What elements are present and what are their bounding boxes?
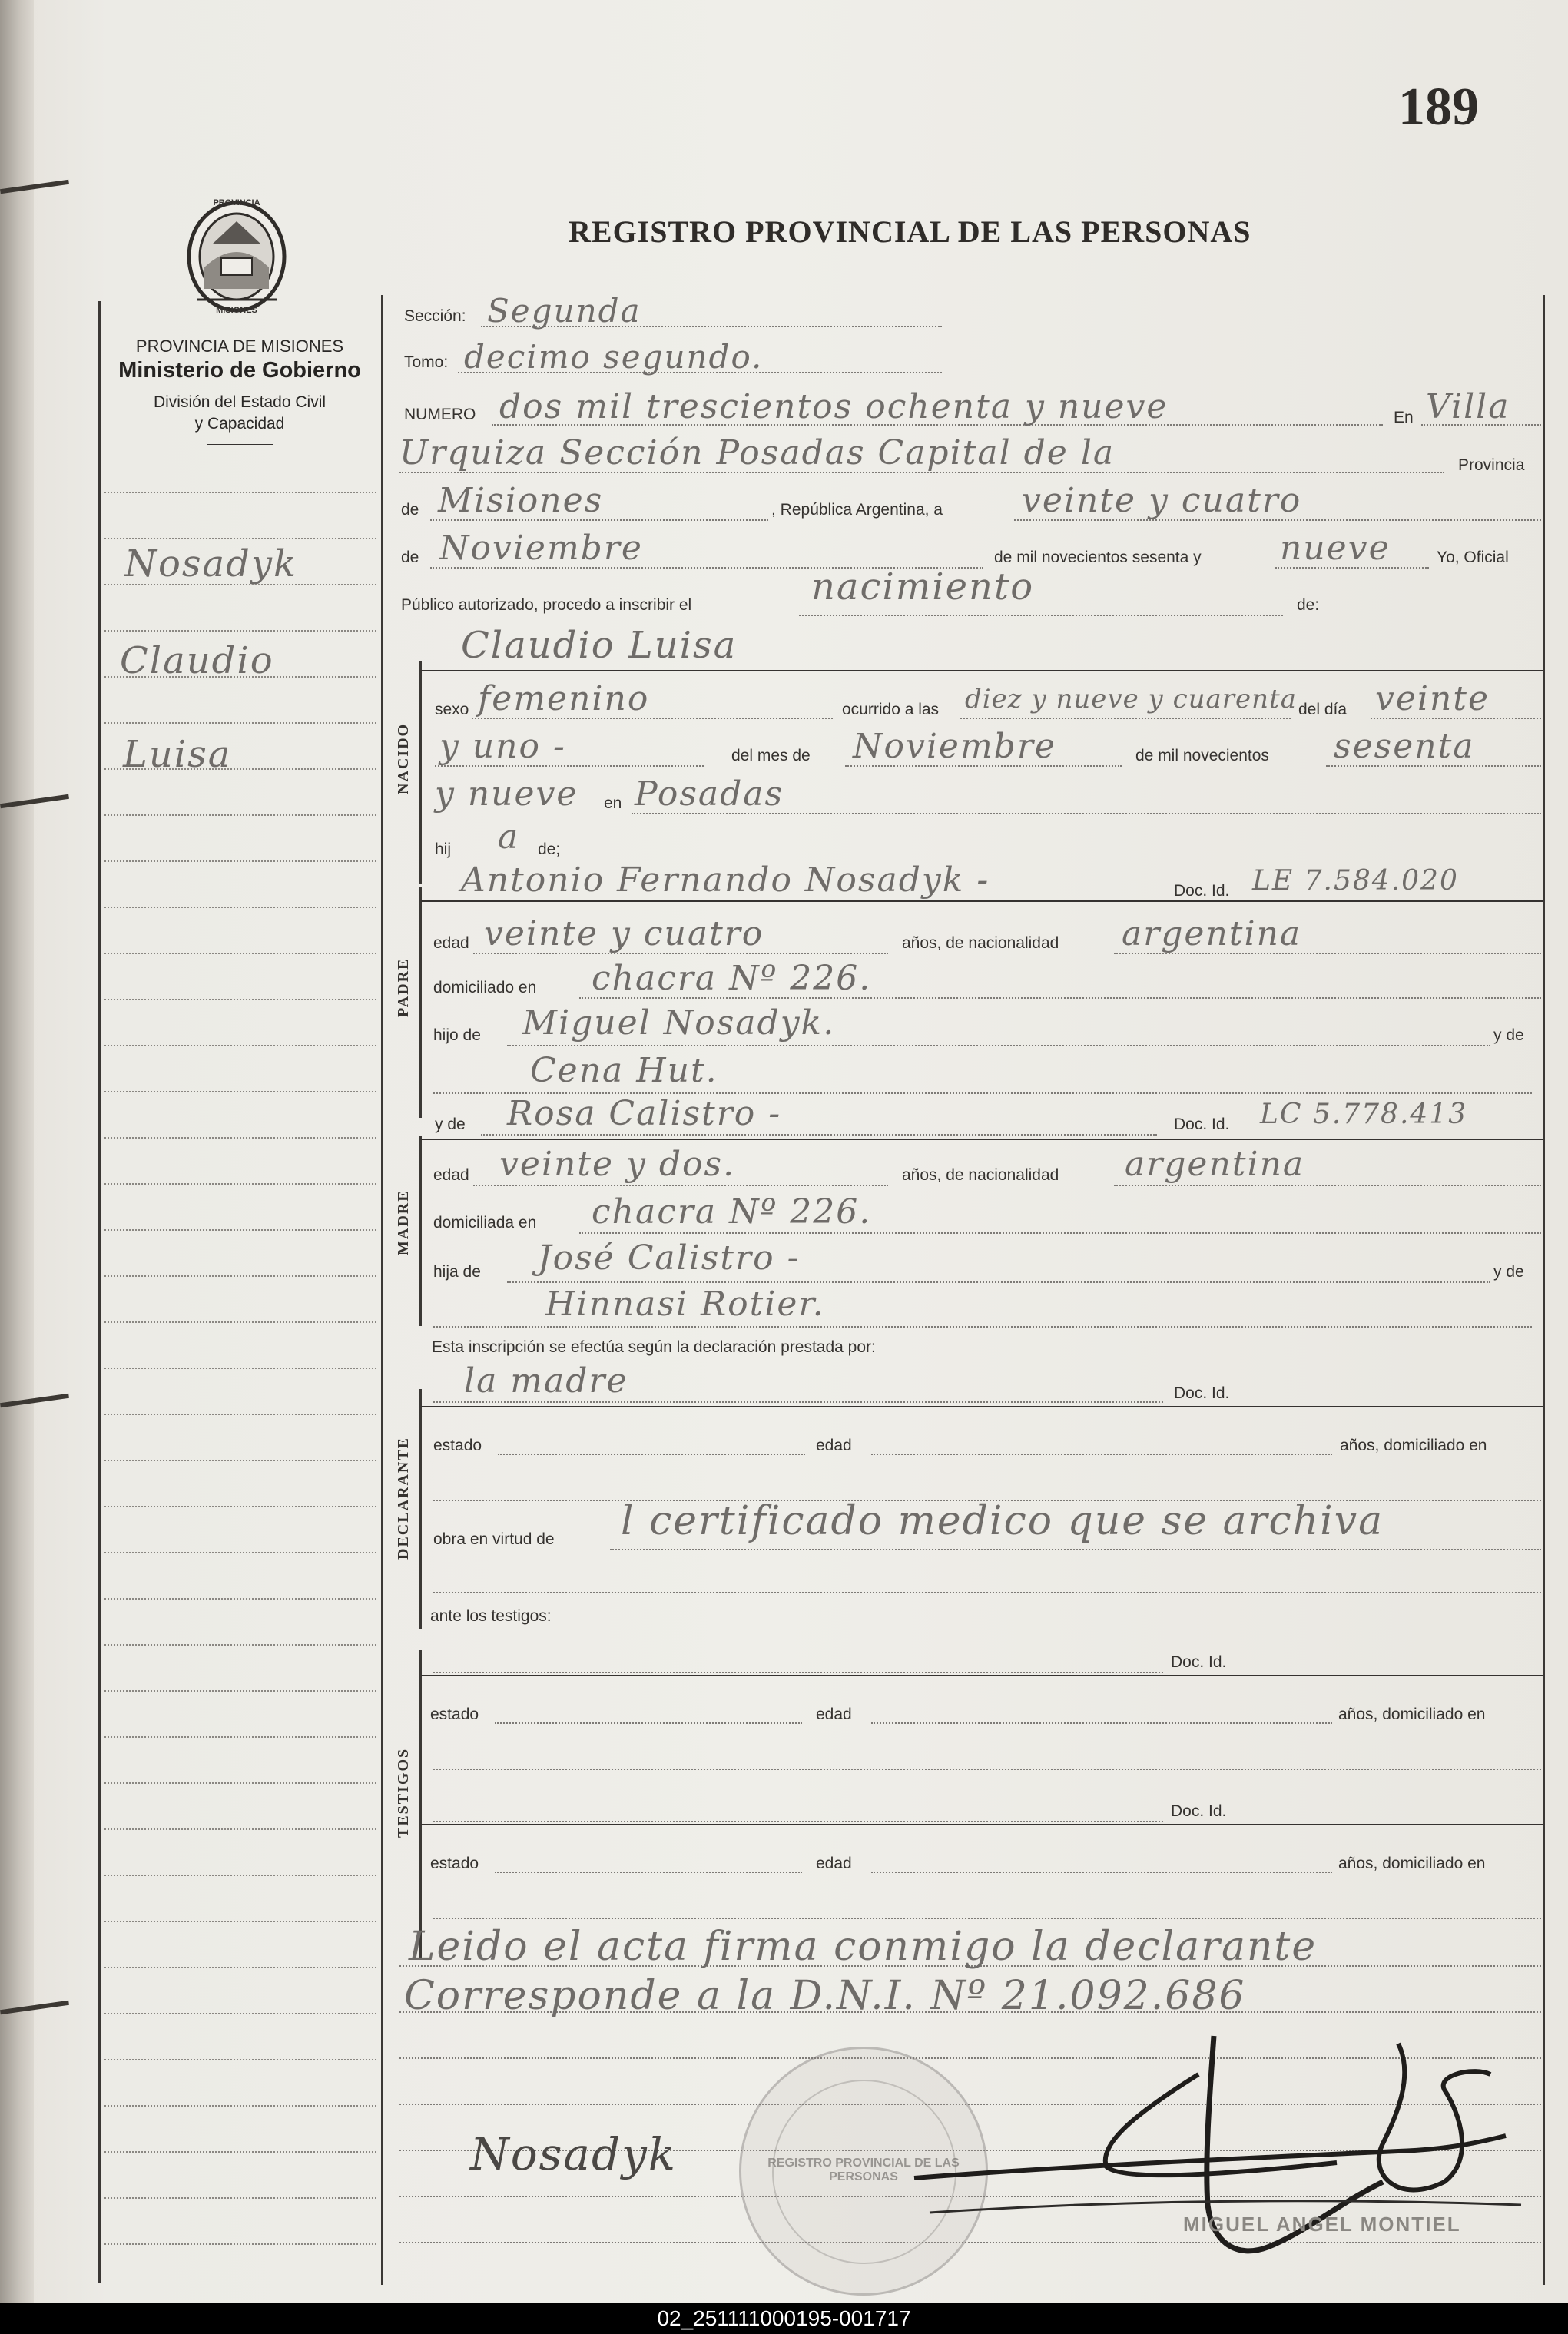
margin-ruled-line xyxy=(104,1828,376,1830)
madre-nacionalidad-line xyxy=(1114,1185,1541,1186)
margin-ruled-line xyxy=(104,1183,376,1185)
padre-doc-label: Doc. Id. xyxy=(1174,882,1230,900)
nacido-name-rule xyxy=(421,670,1543,671)
testigo1-domicilio-label: años, domiciliado en xyxy=(1338,1706,1486,1723)
margin-ruled-line xyxy=(104,999,376,1000)
margin-ruled-line xyxy=(104,1644,376,1646)
declarante-name-line xyxy=(433,1401,1163,1403)
padre-name-rule xyxy=(421,900,1543,902)
margin-ruled-line xyxy=(104,584,376,585)
padre-bracket xyxy=(419,887,422,1118)
hora-value: diez y nueve y cuarenta xyxy=(965,684,1297,714)
oficial-label: Yo, Oficial xyxy=(1437,549,1509,566)
margin-left-border xyxy=(98,301,101,2283)
margin-ruled-line xyxy=(104,1921,376,1922)
nacido-anio-value: sesenta xyxy=(1334,727,1475,766)
page-number: 189 xyxy=(1398,78,1479,137)
margin-ruled-line xyxy=(104,630,376,632)
declarante-signature: Nosadyk xyxy=(470,2128,678,2180)
margin-ruled-line xyxy=(104,492,376,493)
nacido-name: Claudio Luisa xyxy=(461,624,738,667)
madre-yde2-label: y de xyxy=(1493,1263,1524,1281)
testigo2-estado-line xyxy=(495,1872,802,1873)
margin-ruled-line xyxy=(104,1736,376,1738)
crest-bottom-text: MISIONES xyxy=(216,306,257,315)
declarante-estado-label: estado xyxy=(433,1437,482,1454)
margin-ruled-line xyxy=(104,1782,376,1784)
margin-ruled-line xyxy=(104,2151,376,2153)
testigo2-doc-label: Doc. Id. xyxy=(1171,1802,1227,1820)
acto-line xyxy=(799,615,1283,616)
madre-nacionalidad-value: argentina xyxy=(1125,1145,1305,1184)
anio-value: nueve xyxy=(1280,529,1391,568)
madre-hija-label: hija de xyxy=(433,1263,481,1281)
madre-edad-label: edad xyxy=(433,1166,469,1184)
en-lugar-label: en xyxy=(604,794,622,812)
madre-edad-line xyxy=(473,1185,888,1186)
declarante-estado-line xyxy=(498,1454,805,1455)
madre-mother-line xyxy=(433,1326,1532,1328)
hij-label: hij xyxy=(435,840,452,858)
madre-yde-label: y de xyxy=(435,1116,466,1133)
padre-edad-label: edad xyxy=(433,934,469,952)
madre-bracket xyxy=(419,1136,422,1326)
nacido-mes-value: Noviembre xyxy=(853,727,1056,766)
testigo2-domicilio-label: años, domiciliado en xyxy=(1338,1855,1486,1872)
form-left-border xyxy=(381,295,383,2285)
closing-text-2: Corresponde a la D.N.I. Nº 21.092.686 xyxy=(404,1973,1246,2019)
testigos-bracket xyxy=(419,1650,422,1958)
margin-ruled-line xyxy=(104,1229,376,1231)
de-mes-label: de xyxy=(401,549,419,566)
provincia-value: Misiones xyxy=(438,481,604,520)
declarante-domicilio-label: años, domiciliado en xyxy=(1340,1437,1487,1454)
declarante-edad-label: edad xyxy=(816,1437,852,1454)
testigo2-estado-label: estado xyxy=(430,1855,479,1872)
padre-edad-value: veinte y cuatro xyxy=(484,914,764,953)
anio-label: de mil novecientos sesenta y xyxy=(994,549,1202,566)
margin-note-surname: Nosadyk xyxy=(124,542,298,585)
madre-hija-line xyxy=(507,1281,1490,1283)
margin-ruled-line xyxy=(104,1137,376,1139)
declarante-name-rule xyxy=(421,1406,1543,1407)
de-colon-label: de: xyxy=(1297,596,1320,614)
obra-value: l certificado medico que se archiva xyxy=(621,1498,1384,1544)
padre-hijo-label: hijo de xyxy=(433,1026,481,1044)
margin-ruled-line xyxy=(104,814,376,816)
del-dia-label: del día xyxy=(1298,701,1348,718)
obra-label: obra en virtud de xyxy=(433,1530,555,1548)
margin-ruled-line xyxy=(104,1414,376,1415)
tomo-value: decimo segundo. xyxy=(464,338,764,376)
testigo2-name-line xyxy=(433,1821,1163,1822)
testigo1-doc-label: Doc. Id. xyxy=(1171,1653,1227,1671)
testigo1-edad-label: edad xyxy=(816,1706,852,1723)
document-title: REGISTRO PROVINCIAL DE LAS PERSONAS xyxy=(569,214,1251,249)
madre-name-rule xyxy=(421,1139,1543,1140)
declarante-section-label: DECLARANTE xyxy=(395,1436,412,1560)
testigo1-domicilio-line xyxy=(433,1769,1541,1770)
margin-ruled-line xyxy=(104,1045,376,1046)
seccion-label: Sección: xyxy=(404,307,466,325)
testigo2-rule xyxy=(421,1824,1543,1825)
margin-ruled-line xyxy=(104,1368,376,1369)
margin-ruled-line xyxy=(104,860,376,862)
margin-ruled-line xyxy=(104,538,376,539)
obra-line-2 xyxy=(433,1592,1541,1593)
margin-ruled-line xyxy=(104,1875,376,1876)
nacido-section-label: NACIDO xyxy=(395,722,412,794)
madre-edad-value: veinte y dos. xyxy=(499,1145,736,1184)
lugar-value-1: Villa xyxy=(1426,387,1510,426)
madre-section-label: MADRE xyxy=(395,1189,412,1255)
padre-mother-name: Cena Hut. xyxy=(530,1051,718,1090)
declarante-bracket xyxy=(419,1389,422,1629)
institution-underline xyxy=(207,444,273,445)
nacido-bracket xyxy=(419,661,422,884)
madre-nacionalidad-label: años, de nacionalidad xyxy=(902,1166,1059,1184)
book-binding xyxy=(0,0,34,2303)
margin-ruled-line xyxy=(104,953,376,954)
margin-ruled-line xyxy=(104,722,376,724)
padre-section-label: PADRE xyxy=(395,957,412,1017)
nacido-dia-value: veinte xyxy=(1375,679,1490,718)
padre-father-name: Miguel Nosadyk. xyxy=(522,1003,836,1043)
acto-value: nacimiento xyxy=(811,565,1035,608)
dia-value: veinte y cuatro xyxy=(1022,481,1302,520)
testigo1-rule xyxy=(421,1675,1543,1676)
obra-line xyxy=(610,1549,1541,1550)
padre-nacionalidad-value: argentina xyxy=(1122,914,1302,953)
sexo-label: sexo xyxy=(435,701,469,718)
del-mes-label: del mes de xyxy=(731,747,811,764)
margin-ruled-line xyxy=(104,1460,376,1461)
margin-ruled-line xyxy=(104,1091,376,1092)
margin-ruled-line xyxy=(104,2059,376,2060)
testigo1-estado-line xyxy=(495,1722,802,1724)
seccion-value: Segunda xyxy=(487,292,641,330)
numero-label: NUMERO xyxy=(404,406,476,423)
provincial-crest-icon xyxy=(181,198,292,321)
madre-domicilio-line xyxy=(579,1232,1541,1234)
madre-father-name: José Calistro - xyxy=(538,1238,801,1278)
publico-label: Público autorizado, procedo a inscribir el xyxy=(401,596,692,614)
testigos-section-label: TESTIGOS xyxy=(395,1747,412,1838)
stamp-text: REGISTRO PROVINCIAL DE LAS PERSONAS xyxy=(767,2157,960,2183)
lugar-value-2: Urquiza Sección Posadas Capital de la xyxy=(399,433,1116,472)
provincia-label: Provincia xyxy=(1458,456,1525,474)
mes-value: Noviembre xyxy=(439,529,643,568)
padre-domicilio-label: domiciliado en xyxy=(433,979,537,996)
hora-line xyxy=(960,718,1291,719)
margin-ruled-line xyxy=(104,1321,376,1323)
margin-ruled-line xyxy=(104,1275,376,1277)
nacido-lugar-value: Posadas xyxy=(635,774,784,814)
institution-division: División del Estado Civil xyxy=(153,393,327,411)
margin-ruled-line xyxy=(104,768,376,770)
oficial-name-stamp: MIGUEL ANGEL MONTIEL xyxy=(1183,2213,1461,2236)
margin-ruled-line xyxy=(104,1690,376,1692)
margin-ruled-line xyxy=(104,676,376,678)
numero-value: dos mil trescientos ochenta y nueve xyxy=(499,387,1169,426)
crest-top-text: PROVINCIA xyxy=(213,198,260,207)
madre-domicilio-label: domiciliada en xyxy=(433,1214,537,1232)
mil-novecientos-label: de mil novecientos xyxy=(1135,747,1269,764)
nacido-dia-cont: y uno - xyxy=(439,727,566,766)
testigo1-estado-label: estado xyxy=(430,1706,479,1723)
margin-note-first-name: Claudio xyxy=(120,639,274,682)
form-right-border xyxy=(1543,295,1545,2285)
institution-capacity: y Capacidad xyxy=(194,415,285,433)
testigo1-edad-line xyxy=(871,1722,1332,1724)
madre-name: Rosa Calistro - xyxy=(507,1094,782,1133)
declarante-name: la madre xyxy=(464,1361,628,1401)
margin-ruled-line xyxy=(104,1967,376,1968)
testigo2-edad-label: edad xyxy=(816,1855,852,1872)
margin-ruled-line xyxy=(104,2197,376,2199)
padre-nacionalidad-label: años, de nacionalidad xyxy=(902,934,1059,952)
madre-domicilio-value: chacra Nº 226. xyxy=(592,1192,872,1232)
closing-text-1: Leido el acta firma conmigo la declarante xyxy=(409,1924,1318,1970)
madre-mother-name: Hinnasi Rotier. xyxy=(545,1285,825,1324)
oficial-signature xyxy=(907,2028,1537,2282)
de-label: de xyxy=(401,501,419,519)
madre-doc-label: Doc. Id. xyxy=(1174,1116,1230,1133)
ocurrido-label: ocurrido a las xyxy=(842,701,940,718)
institution-province: PROVINCIA DE MISIONES xyxy=(135,337,344,356)
margin-ruled-line xyxy=(104,1506,376,1507)
margin-ruled-line xyxy=(104,2243,376,2245)
padre-hijo-line xyxy=(507,1045,1490,1046)
hij-de-label: de; xyxy=(538,840,561,858)
testigo2-domicilio-line xyxy=(433,1918,1541,1919)
padre-doc-value: LE 7.584.020 xyxy=(1252,865,1459,897)
madre-name-line xyxy=(481,1134,1157,1136)
testigo2-edad-line xyxy=(871,1872,1332,1873)
declarante-edad-line xyxy=(871,1454,1332,1455)
testigo1-name-line xyxy=(433,1672,1163,1673)
testigos-intro-label: ante los testigos: xyxy=(430,1607,552,1625)
padre-domicilio-value: chacra Nº 226. xyxy=(592,959,872,998)
sexo-value: femenino xyxy=(478,679,650,718)
madre-doc-value: LC 5.778.413 xyxy=(1260,1099,1468,1130)
margin-ruled-line xyxy=(104,2013,376,2014)
en-label: En xyxy=(1394,409,1414,426)
margin-ruled-line xyxy=(104,907,376,908)
hij-value: a xyxy=(498,817,520,857)
declarante-doc-label: Doc. Id. xyxy=(1174,1384,1230,1402)
padre-yde-label: y de xyxy=(1493,1026,1524,1044)
margin-ruled-line xyxy=(104,1552,376,1553)
margin-note-second-name: Luisa xyxy=(123,733,232,776)
tomo-label: Tomo: xyxy=(404,353,449,371)
margin-ruled-line xyxy=(104,2105,376,2107)
institution-ministry: Ministerio de Gobierno xyxy=(118,358,361,383)
padre-name: Antonio Fernando Nosadyk - xyxy=(461,860,990,900)
declaracion-intro-label: Esta inscripción se efectúa según la declaración prestada por: xyxy=(432,1338,876,1356)
nacido-anio-cont: y nueve xyxy=(435,774,578,814)
image-caption: 02_251111000195-001717 xyxy=(0,2303,1568,2334)
margin-ruled-line xyxy=(104,1598,376,1600)
republica-label: , República Argentina, a xyxy=(771,501,943,519)
